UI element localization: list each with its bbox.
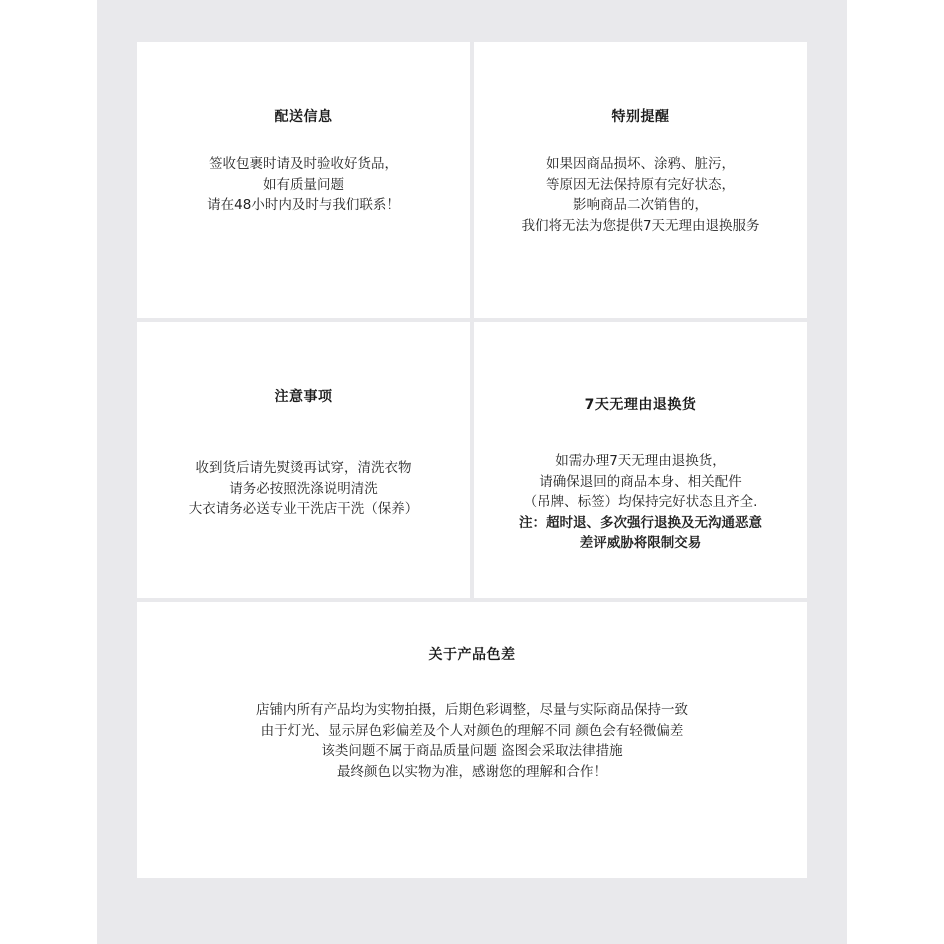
special-reminder-text — [474, 154, 807, 236]
delivery-info-title: 配送信息 — [274, 109, 333, 125]
returns-warning-line: 差评威胁将限制交易 — [579, 535, 702, 551]
color-difference-text — [137, 700, 807, 782]
returns-warning-line: 注：超时退、多次强行退换及无沟通恶意 — [519, 514, 762, 531]
color-difference-line: 最终颜色以实物为准，感谢您的理解和合作！ — [337, 763, 607, 780]
notes-line: 大衣请务必送专业干洗店干洗（保养） — [188, 501, 419, 517]
delivery-info-text — [137, 154, 470, 216]
special-reminder-title: 特别提醒 — [611, 109, 670, 125]
color-difference-line: 由于灯光、显示屏色彩偏差及个人对颜色的理解不同 颜色会有轻微偏差 — [260, 722, 684, 739]
delivery-info-line: 如有质量问题 — [263, 176, 344, 193]
special-reminder-line: 我们将无法为您提供7天无理由退换服务 — [521, 217, 760, 234]
color-difference-title: 关于产品色差 — [428, 647, 516, 663]
special-reminder-line: 影响商品二次销售的， — [573, 197, 708, 213]
color-difference-panel — [137, 602, 807, 878]
color-difference-line: 该类问题不属于商品质量问题 盗图会采取法律措施 — [321, 743, 623, 759]
special-reminder-panel — [474, 42, 807, 318]
special-reminder-line: 等原因无法保持原有完好状态， — [546, 176, 735, 193]
returns-line: （吊牌、标签）均保持完好状态且齐全. — [523, 494, 758, 510]
delivery-info-panel — [137, 42, 470, 318]
notes-line: 收到货后请先熨烫再试穿，清洗衣物 — [195, 460, 412, 476]
notes-text — [137, 458, 470, 520]
special-reminder-line: 如果因商品损坏、涂鸦、脏污， — [546, 156, 735, 172]
delivery-info-line: 签收包裹时请及时验收好货品， — [209, 156, 398, 172]
notes-title: 注意事项 — [274, 389, 333, 405]
notes-line: 请务必按照洗涤说明清洗 — [229, 480, 378, 497]
returns-line: 请确保退回的商品本身、相关配件 — [539, 473, 742, 490]
notes-panel — [137, 322, 470, 598]
returns-text — [474, 451, 807, 554]
color-difference-line: 店铺内所有产品均为实物拍摄，后期色彩调整，尽量与实际商品保持一致 — [256, 702, 688, 718]
returns-line: 如需办理7天无理由退换货， — [555, 453, 726, 469]
returns-panel — [474, 322, 807, 598]
returns-title: 7天无理由退换货 — [584, 397, 697, 413]
delivery-info-line: 请在48小时内及时与我们联系！ — [207, 197, 400, 213]
